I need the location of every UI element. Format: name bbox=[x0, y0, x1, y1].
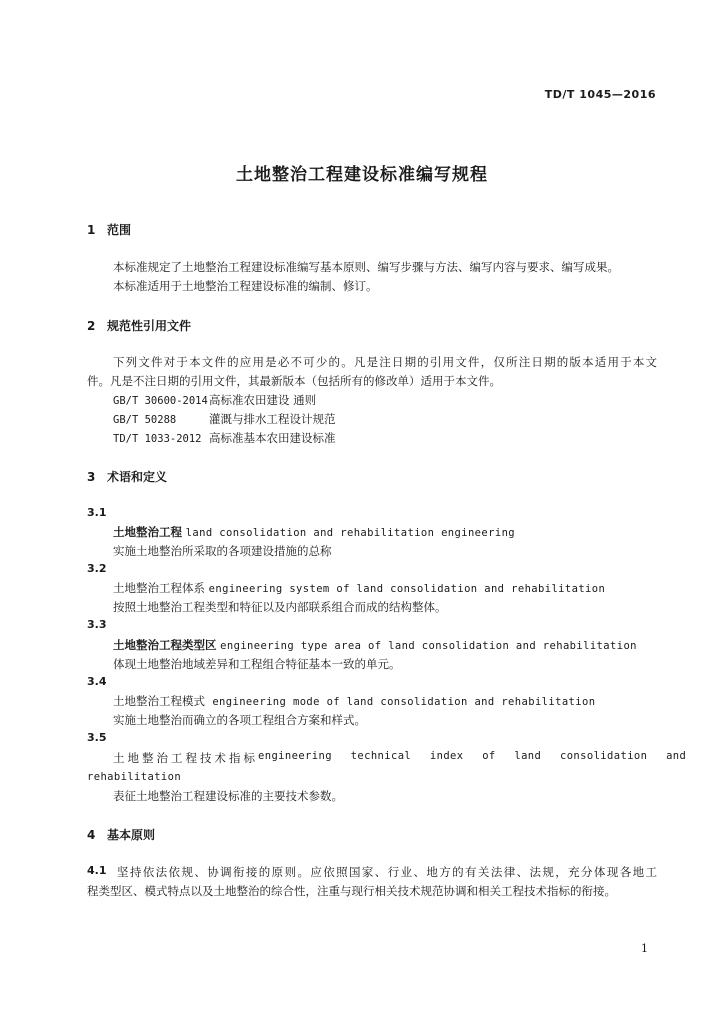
section-heading-4 bbox=[87, 826, 155, 843]
reference-title: 高标准基本农田建设标准 bbox=[209, 431, 336, 445]
term-definition: 表征土地整治工程建设标准的主要技术参数。 bbox=[113, 789, 343, 803]
term-number: 3.3 bbox=[87, 618, 107, 631]
term-number: 3.4 bbox=[87, 675, 107, 688]
term-heading-continuation bbox=[87, 769, 181, 783]
reference-item bbox=[113, 392, 316, 408]
term-english: engineering system of land consolidation and rehabilitation bbox=[208, 583, 606, 595]
section-number: 3 bbox=[87, 470, 96, 484]
term-heading bbox=[113, 524, 515, 540]
term-definition: 按照土地整治工程类型和特征以及内部联系组合而成的结构整体。 bbox=[113, 600, 447, 614]
term-chinese: 土地整治工程类型区 bbox=[113, 638, 217, 652]
clause-number: 4.1 bbox=[87, 864, 107, 877]
term-number: 3.5 bbox=[87, 731, 107, 744]
section-number: 4 bbox=[87, 828, 96, 842]
section-heading-1 bbox=[87, 221, 131, 238]
term-heading bbox=[113, 637, 637, 653]
paragraph: 本标准规定了土地整治工程建设标准编写基本原则、编写步骤与方法、编写内容与要求、编写成果。 bbox=[113, 260, 619, 274]
term-number: 3.1 bbox=[87, 506, 107, 519]
term-definition: 实施土地整治所采取的各项建设措施的总称 bbox=[113, 544, 332, 558]
term-heading bbox=[113, 750, 687, 766]
section-title: 规范性引用文件 bbox=[107, 319, 192, 333]
term-chinese: 土地整治工程模式 bbox=[113, 694, 205, 708]
reference-title: 高标准农田建设 通则 bbox=[209, 393, 317, 407]
section-title: 基本原则 bbox=[107, 828, 156, 842]
term-english: engineering technical index of land consolidation and bbox=[258, 750, 687, 762]
section-number: 2 bbox=[87, 319, 96, 333]
term-heading bbox=[113, 580, 605, 596]
term-chinese: 土地整治工程技术指标 bbox=[113, 751, 258, 765]
section-title: 范围 bbox=[107, 223, 132, 237]
reference-item bbox=[113, 411, 336, 427]
term-definition: 体现土地整治地域差异和工程组合特征基本一致的单元。 bbox=[113, 657, 401, 671]
term-number: 3.2 bbox=[87, 562, 107, 575]
term-chinese: 土地整治工程 bbox=[113, 525, 182, 539]
document-code: TD/T 1045—2016 bbox=[544, 88, 656, 101]
paragraph-line: 下列文件对于本文件的应用是必不可少的。凡是注日期的引用文件，仅所注日期的版本适用于本文 bbox=[113, 355, 657, 369]
reference-code: GB/T 50288 bbox=[113, 414, 177, 426]
reference-code: TD/T 1033-2012 bbox=[113, 433, 202, 445]
paragraph-line: 坚持依法依规、协调衔接的原则。应依照国家、行业、地方的有关法律、法规，充分体现各地工 bbox=[117, 865, 657, 879]
reference-title: 灌溉与排水工程设计规范 bbox=[209, 412, 336, 426]
term-english: engineering mode of land consolidation and rehabilitation bbox=[212, 696, 596, 708]
clause-4-1 bbox=[87, 864, 657, 880]
reference-item bbox=[113, 430, 336, 446]
page-number: 1 bbox=[641, 942, 648, 955]
section-number: 1 bbox=[87, 223, 96, 237]
section-title: 术语和定义 bbox=[107, 470, 168, 484]
reference-code: GB/T 30600-2014 bbox=[113, 395, 208, 407]
paragraph: 本标准适用于土地整治工程建设标准的编制、修订。 bbox=[113, 279, 378, 293]
page-title: 土地整治工程建设标准编写规程 bbox=[236, 165, 488, 185]
term-heading bbox=[113, 693, 595, 709]
term-english-continued: rehabilitation bbox=[87, 771, 182, 783]
section-heading-3 bbox=[87, 468, 167, 485]
term-chinese: 土地整治工程体系 bbox=[113, 581, 205, 595]
paragraph-line: 件。凡是不注日期的引用文件，其最新版本（包括所有的修改单）适用于本文件。 bbox=[87, 374, 501, 388]
paragraph-line: 程类型区、模式特点以及土地整治的综合性，注重与现行相关技术规范协调和相关工程技术指标的衔接。 bbox=[87, 884, 616, 898]
section-heading-2 bbox=[87, 317, 191, 334]
term-english: land consolidation and rehabilitation engineering bbox=[185, 527, 516, 539]
term-definition: 实施土地整治而确立的各项工程组合方案和样式。 bbox=[113, 713, 366, 727]
term-english: engineering type area of land consolidation and rehabilitation bbox=[220, 640, 637, 652]
